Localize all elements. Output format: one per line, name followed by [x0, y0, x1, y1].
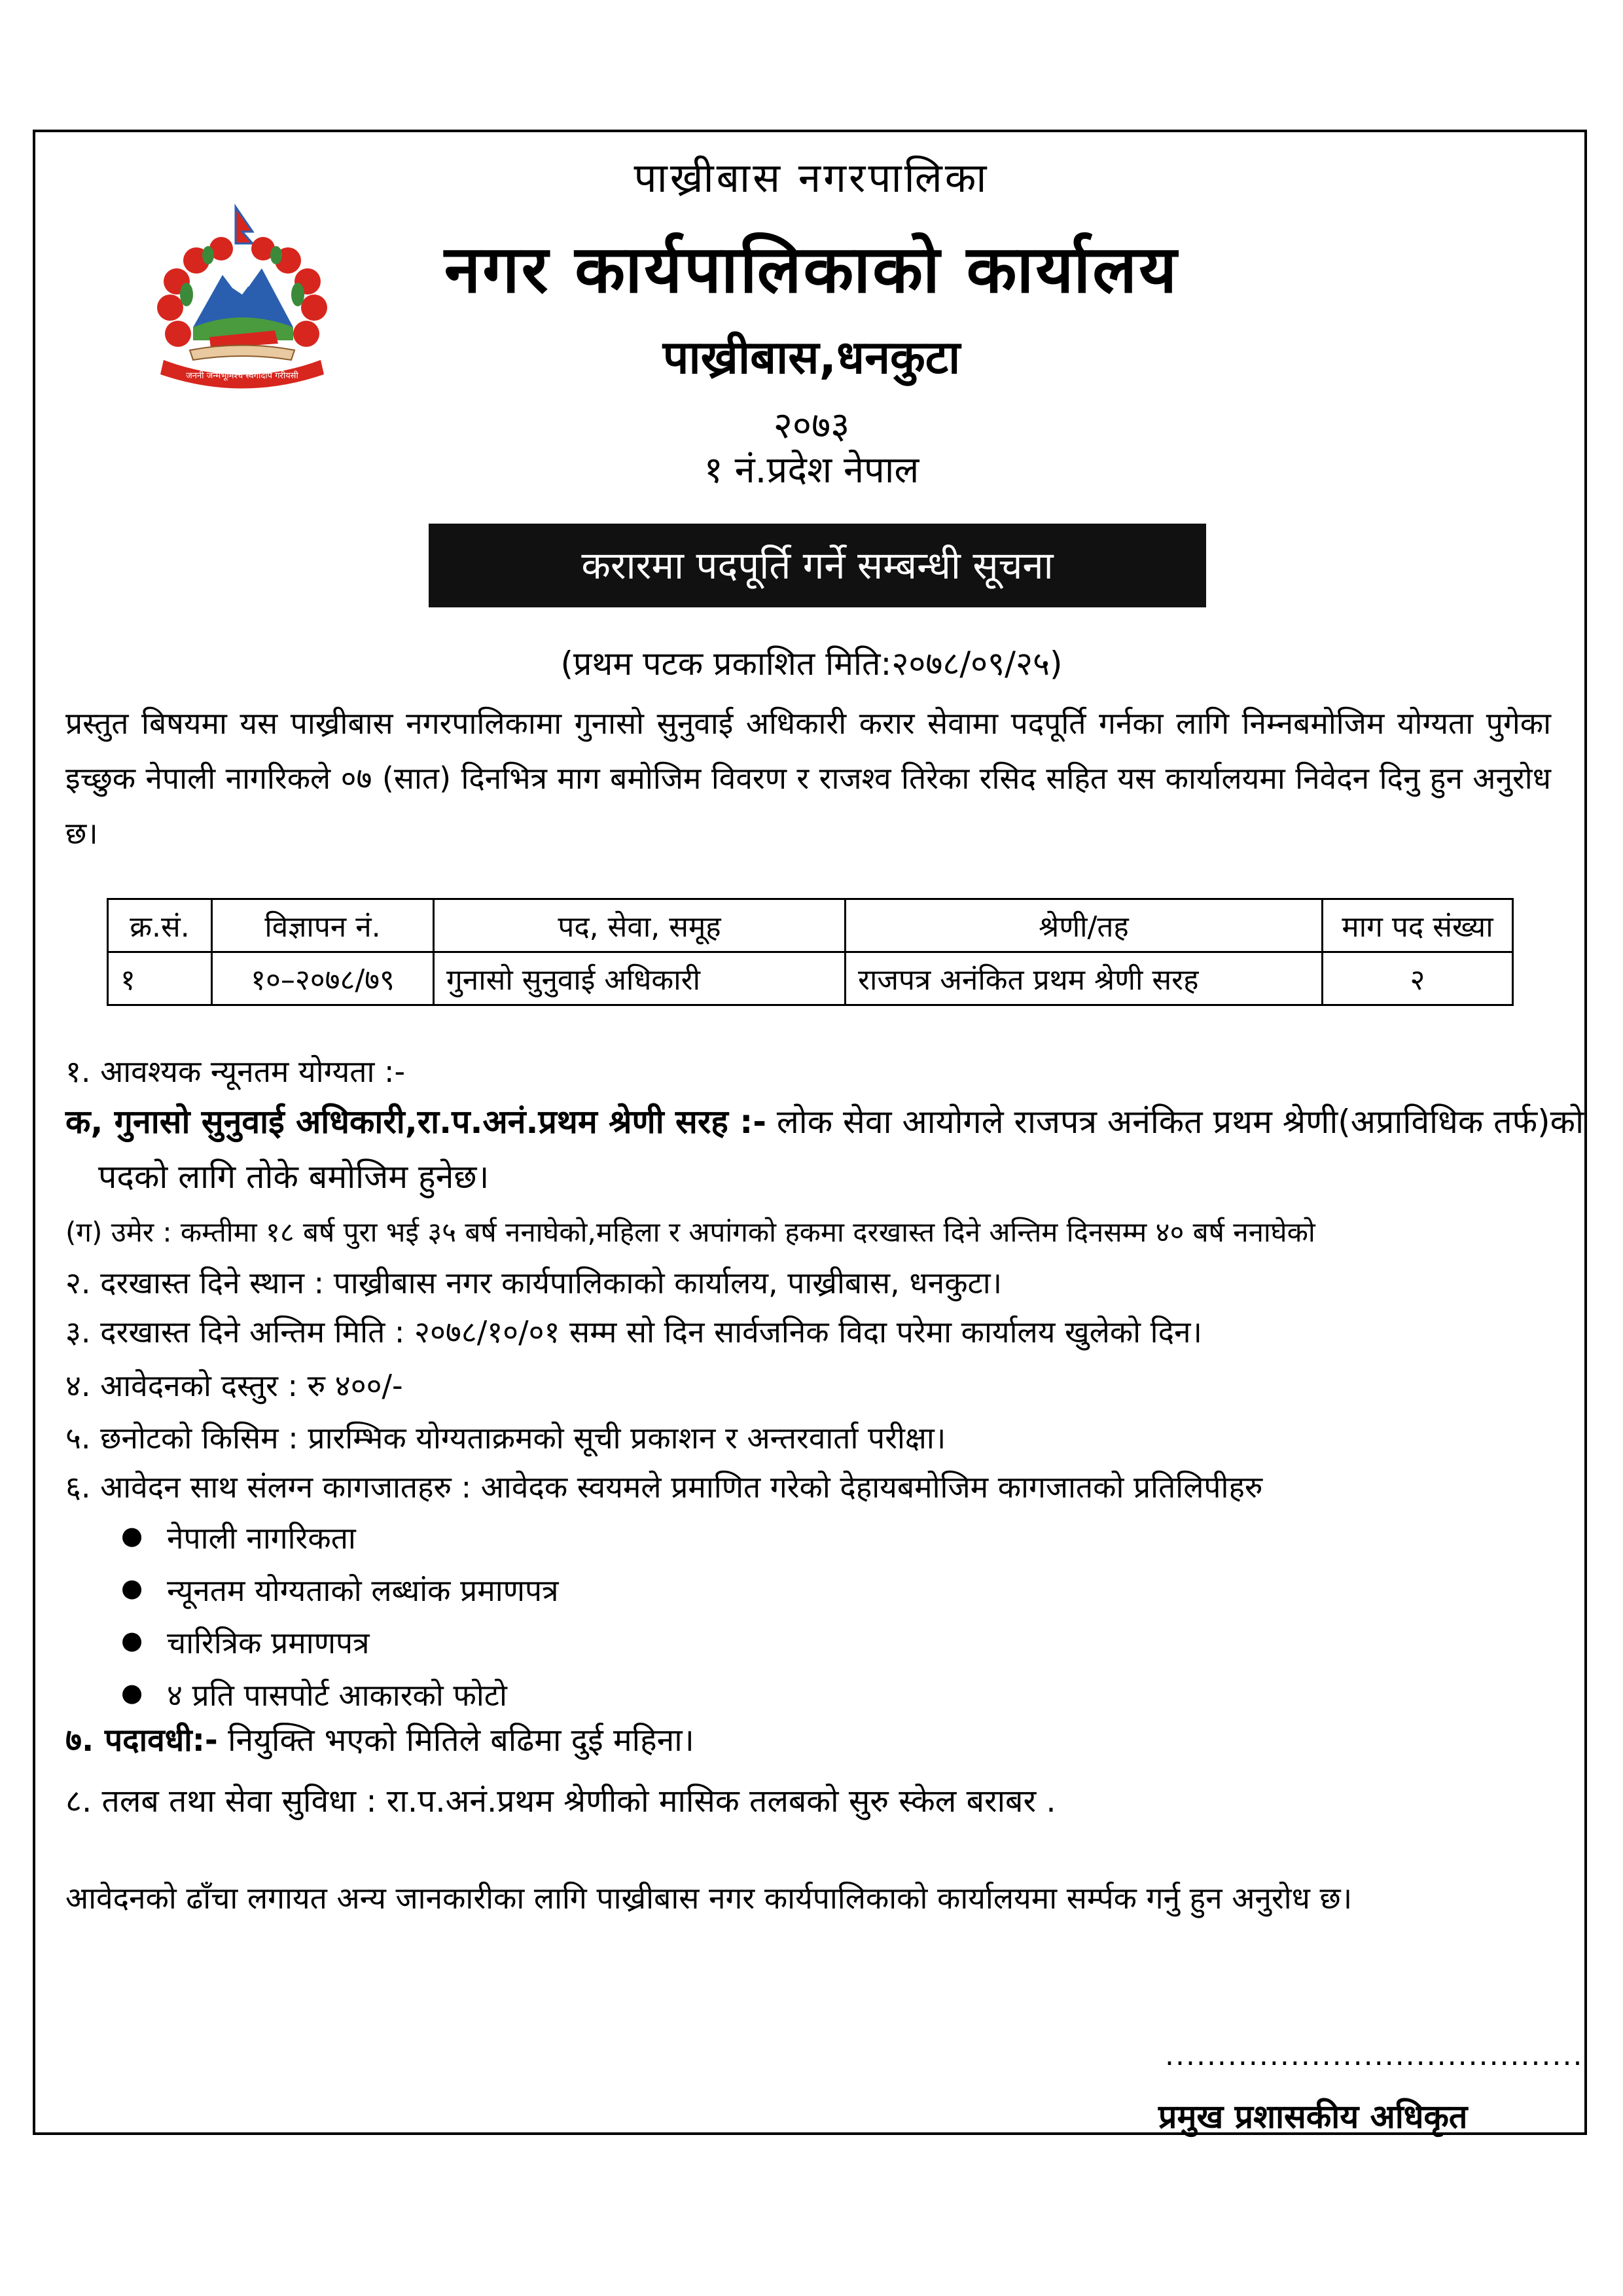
notice-title-banner: करारमा पदपूर्ति गर्ने सम्बन्धी सूचना	[429, 524, 1206, 607]
table-cell: राजपत्र अनंकित प्रथम श्रेणी सरह	[846, 952, 1323, 1005]
required-documents: ६. आवेदन साथ संलग्न कागजातहरु : आवेदक स्वयमले प्रमाणित गरेको देहायबमोजिम कागजातको प्रतिलिपीहरु	[65, 1469, 1263, 1505]
selection-method: ५. छनोटको किसिम : प्रारम्भिक योग्यताक्रमको सूची प्रकाशन र अन्तरवार्ता परीक्षा।	[65, 1420, 946, 1456]
salary-info: ८. तलब तथा सेवा सुविधा : रा.प.अनं.प्रथम श्रेणीको मासिक तलबको सुरु स्केल बराबर .	[65, 1783, 1056, 1820]
qualification-a	[65, 1098, 1584, 1143]
table-header: श्रेणी/तह	[846, 899, 1323, 952]
application-place: २. दरखास्त दिने स्थान : पाख्रीबास नगर कार्यपालिकाको कार्यालय, पाख्रीबास, धनकुटा।	[65, 1265, 1003, 1300]
term-duration	[65, 1718, 694, 1761]
municipality-name: पाख्रीबास नगरपालिका	[633, 154, 990, 202]
establishment-year: २०७३	[773, 404, 850, 447]
term-text: नियुक्ति भएको मितिले बढिमा दुई महिना।	[217, 1722, 694, 1759]
table-cell: १०–२०७८/७९	[212, 952, 434, 1005]
intro-paragraph: प्रस्तुत बिषयमा यस पाख्रीबास नगरपालिकामा गुनासो सुनुवाई अधिकारी करार सेवामा पदपूर्ति गर्नका लागि निम्नबमोजिम योग्यता पुगेका इच्छुक नेपाली नागरिकले ०७ (सात) दिनभित्र माग बमोजिम विवरण र राजश्व तिरेका रसिद सहित यस कार्यालयमा निवेदन दिनु हुन अनुरोध छ।	[65, 706, 1551, 851]
age-requirement: (ग) उमेर : कम्तीमा १८ बर्ष पुरा भई ३५ बर्ष ननाघेको,महिला र अपांगको हकमा दरखास्त दिने अन्तिम दिनसम्म ४० बर्ष ननाघेको	[65, 1216, 1315, 1248]
province-name: १ नं.प्रदेश नेपाल	[704, 449, 919, 492]
table-header: पद, सेवा, समूह	[434, 899, 846, 952]
qualification-heading: १. आवश्यक न्यूनतम योग्यता :-	[65, 1054, 406, 1089]
office-title: नगर कार्यपालिकाको कार्यालय	[444, 231, 1179, 308]
application-deadline: ३. दरखास्त दिने अन्तिम मिति : २०७८/१०/०१ सम्म सो दिन सार्वजनिक विदा परेमा कार्यालय खुलेको दिन।	[65, 1314, 1202, 1350]
table-cell: गुनासो सुनुवाई अधिकारी	[434, 952, 846, 1005]
emblem-motto: जननी जन्मभूमिश्च स्वर्गादपि गरीयसी	[186, 371, 298, 381]
table-header: क्र.सं.	[108, 899, 212, 952]
signature-line: ........................................	[1165, 2039, 1584, 2072]
office-location: पाख्रीबास,धनकुटा	[662, 331, 961, 384]
publication-date: (प्रथम पटक प्रकाशित मिति:२०७८/०९/२५)	[560, 645, 1063, 683]
closing-paragraph: आवेदनको ढाँचा लगायत अन्य जानकारीका लागि पाख्रीबास नगर कार्यपालिकाको कार्यालयमा सर्म्पक गर्नु हुन अनुरोध छ।	[65, 1880, 1353, 1916]
list-item: ● चारित्रिक प्रमाणपत्र	[167, 1622, 369, 1662]
list-item: ● ४ प्रति पासपोर्ट आकारको फोटो	[167, 1674, 507, 1715]
qualification-a-text: लोक सेवा आयोगले राजपत्र अनंकित प्रथम श्रेणी(अप्राविधिक तर्फ)को	[766, 1103, 1584, 1141]
table-header: विज्ञापन नं.	[212, 899, 434, 952]
table-row	[108, 952, 1513, 1005]
list-item: ● नेपाली नागरिकता	[167, 1517, 356, 1558]
qualification-a-label: क, गुनासो सुनुवाई अधिकारी,रा.प.अनं.प्रथम श्रेणी सरह :-	[65, 1103, 767, 1141]
application-fee: ४. आवेदनको दस्तुर : रु ४००/-	[65, 1368, 403, 1403]
signatory-title: प्रमुख प्रशासकीय अधिकृत	[1158, 2098, 1468, 2136]
table-header: माग पद संख्या	[1323, 899, 1513, 952]
table-header-row	[108, 899, 1513, 952]
list-item: ● न्यूनतम योग्यताको लब्धांक प्रमाणपत्र	[167, 1570, 559, 1610]
vacancy-table	[107, 898, 1514, 1006]
qualification-a-cont: पदको लागि तोके बमोजिम हुनेछ।	[98, 1158, 490, 1196]
term-label: ७. पदावधी:-	[65, 1722, 218, 1759]
table-cell: १	[108, 952, 212, 1005]
table-cell: २	[1323, 952, 1513, 1005]
